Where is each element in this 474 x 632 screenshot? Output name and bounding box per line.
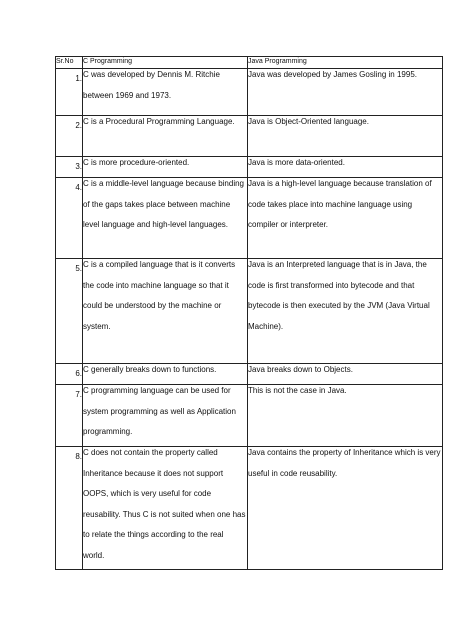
table-row [56, 69, 443, 116]
row-number: 5. [56, 259, 83, 364]
java-cell [248, 385, 443, 447]
c-cell [83, 385, 248, 447]
c-cell-text: C programming language can be used for system programming as well as Application programming. [83, 386, 236, 436]
c-cell-text: C is a middle-level language because binding of the gaps takes place between machine level language and high-level languages. [83, 179, 244, 229]
header-java-programming: Java Programming [248, 57, 443, 69]
row-number: 2. [56, 116, 83, 157]
java-cell-text: Java was developed by James Gosling in 1995. [248, 70, 417, 79]
c-cell-text: C does not contain the property called Inheritance because it does not support OOPS, which is very useful for code reusability. Thus C is not suited when one has to relate the things according to the real world. [83, 448, 246, 560]
java-cell-text: Java is a high-level language because translation of code takes place into machine language using compiler or interpreter. [248, 179, 432, 229]
table-row [56, 385, 443, 447]
c-cell [83, 447, 248, 570]
header-c-programming: C Programming [83, 57, 248, 69]
c-cell-text: C is more procedure-oriented. [83, 158, 190, 167]
table-row [56, 178, 443, 259]
row-number: 7. [56, 385, 83, 447]
java-cell-text: Java is an Interpreted language that is in Java, the code is first transformed into bytecode and that bytecode is then executed by the JVM (Java Virtual Machine). [248, 260, 430, 331]
c-cell [83, 116, 248, 157]
row-number: 4. [56, 178, 83, 259]
c-cell [83, 178, 248, 259]
table-row [56, 116, 443, 157]
java-cell [248, 116, 443, 157]
row-number: 6. [56, 364, 83, 385]
java-cell-text: Java is Object-Oriented language. [248, 117, 369, 126]
table-row [56, 259, 443, 364]
header-sr-no: Sr.No [56, 57, 83, 69]
java-cell-text: This is not the case in Java. [248, 386, 347, 395]
java-cell [248, 447, 443, 570]
java-cell [248, 259, 443, 364]
comparison-table [55, 56, 443, 570]
c-cell [83, 259, 248, 364]
row-number: 8. [56, 447, 83, 570]
java-cell [248, 69, 443, 116]
java-cell [248, 178, 443, 259]
table-row [56, 447, 443, 570]
c-cell-text: C was developed by Dennis M. Ritchie between 1969 and 1973. [83, 70, 220, 100]
java-cell-text: Java contains the property of Inheritance which is very useful in code reusability. [248, 448, 441, 478]
c-cell-text: C is a Procedural Programming Language. [83, 117, 235, 126]
c-cell-text: C generally breaks down to functions. [83, 365, 217, 374]
java-cell-text: Java is more data-oriented. [248, 158, 345, 167]
c-cell [83, 69, 248, 116]
c-cell-text: C is a compiled language that is it converts the code into machine language so that it could be understood by the machine or system. [83, 260, 236, 331]
java-cell-text: Java breaks down to Objects. [248, 365, 353, 374]
row-number: 1. [56, 69, 83, 116]
row-number: 3. [56, 157, 83, 178]
